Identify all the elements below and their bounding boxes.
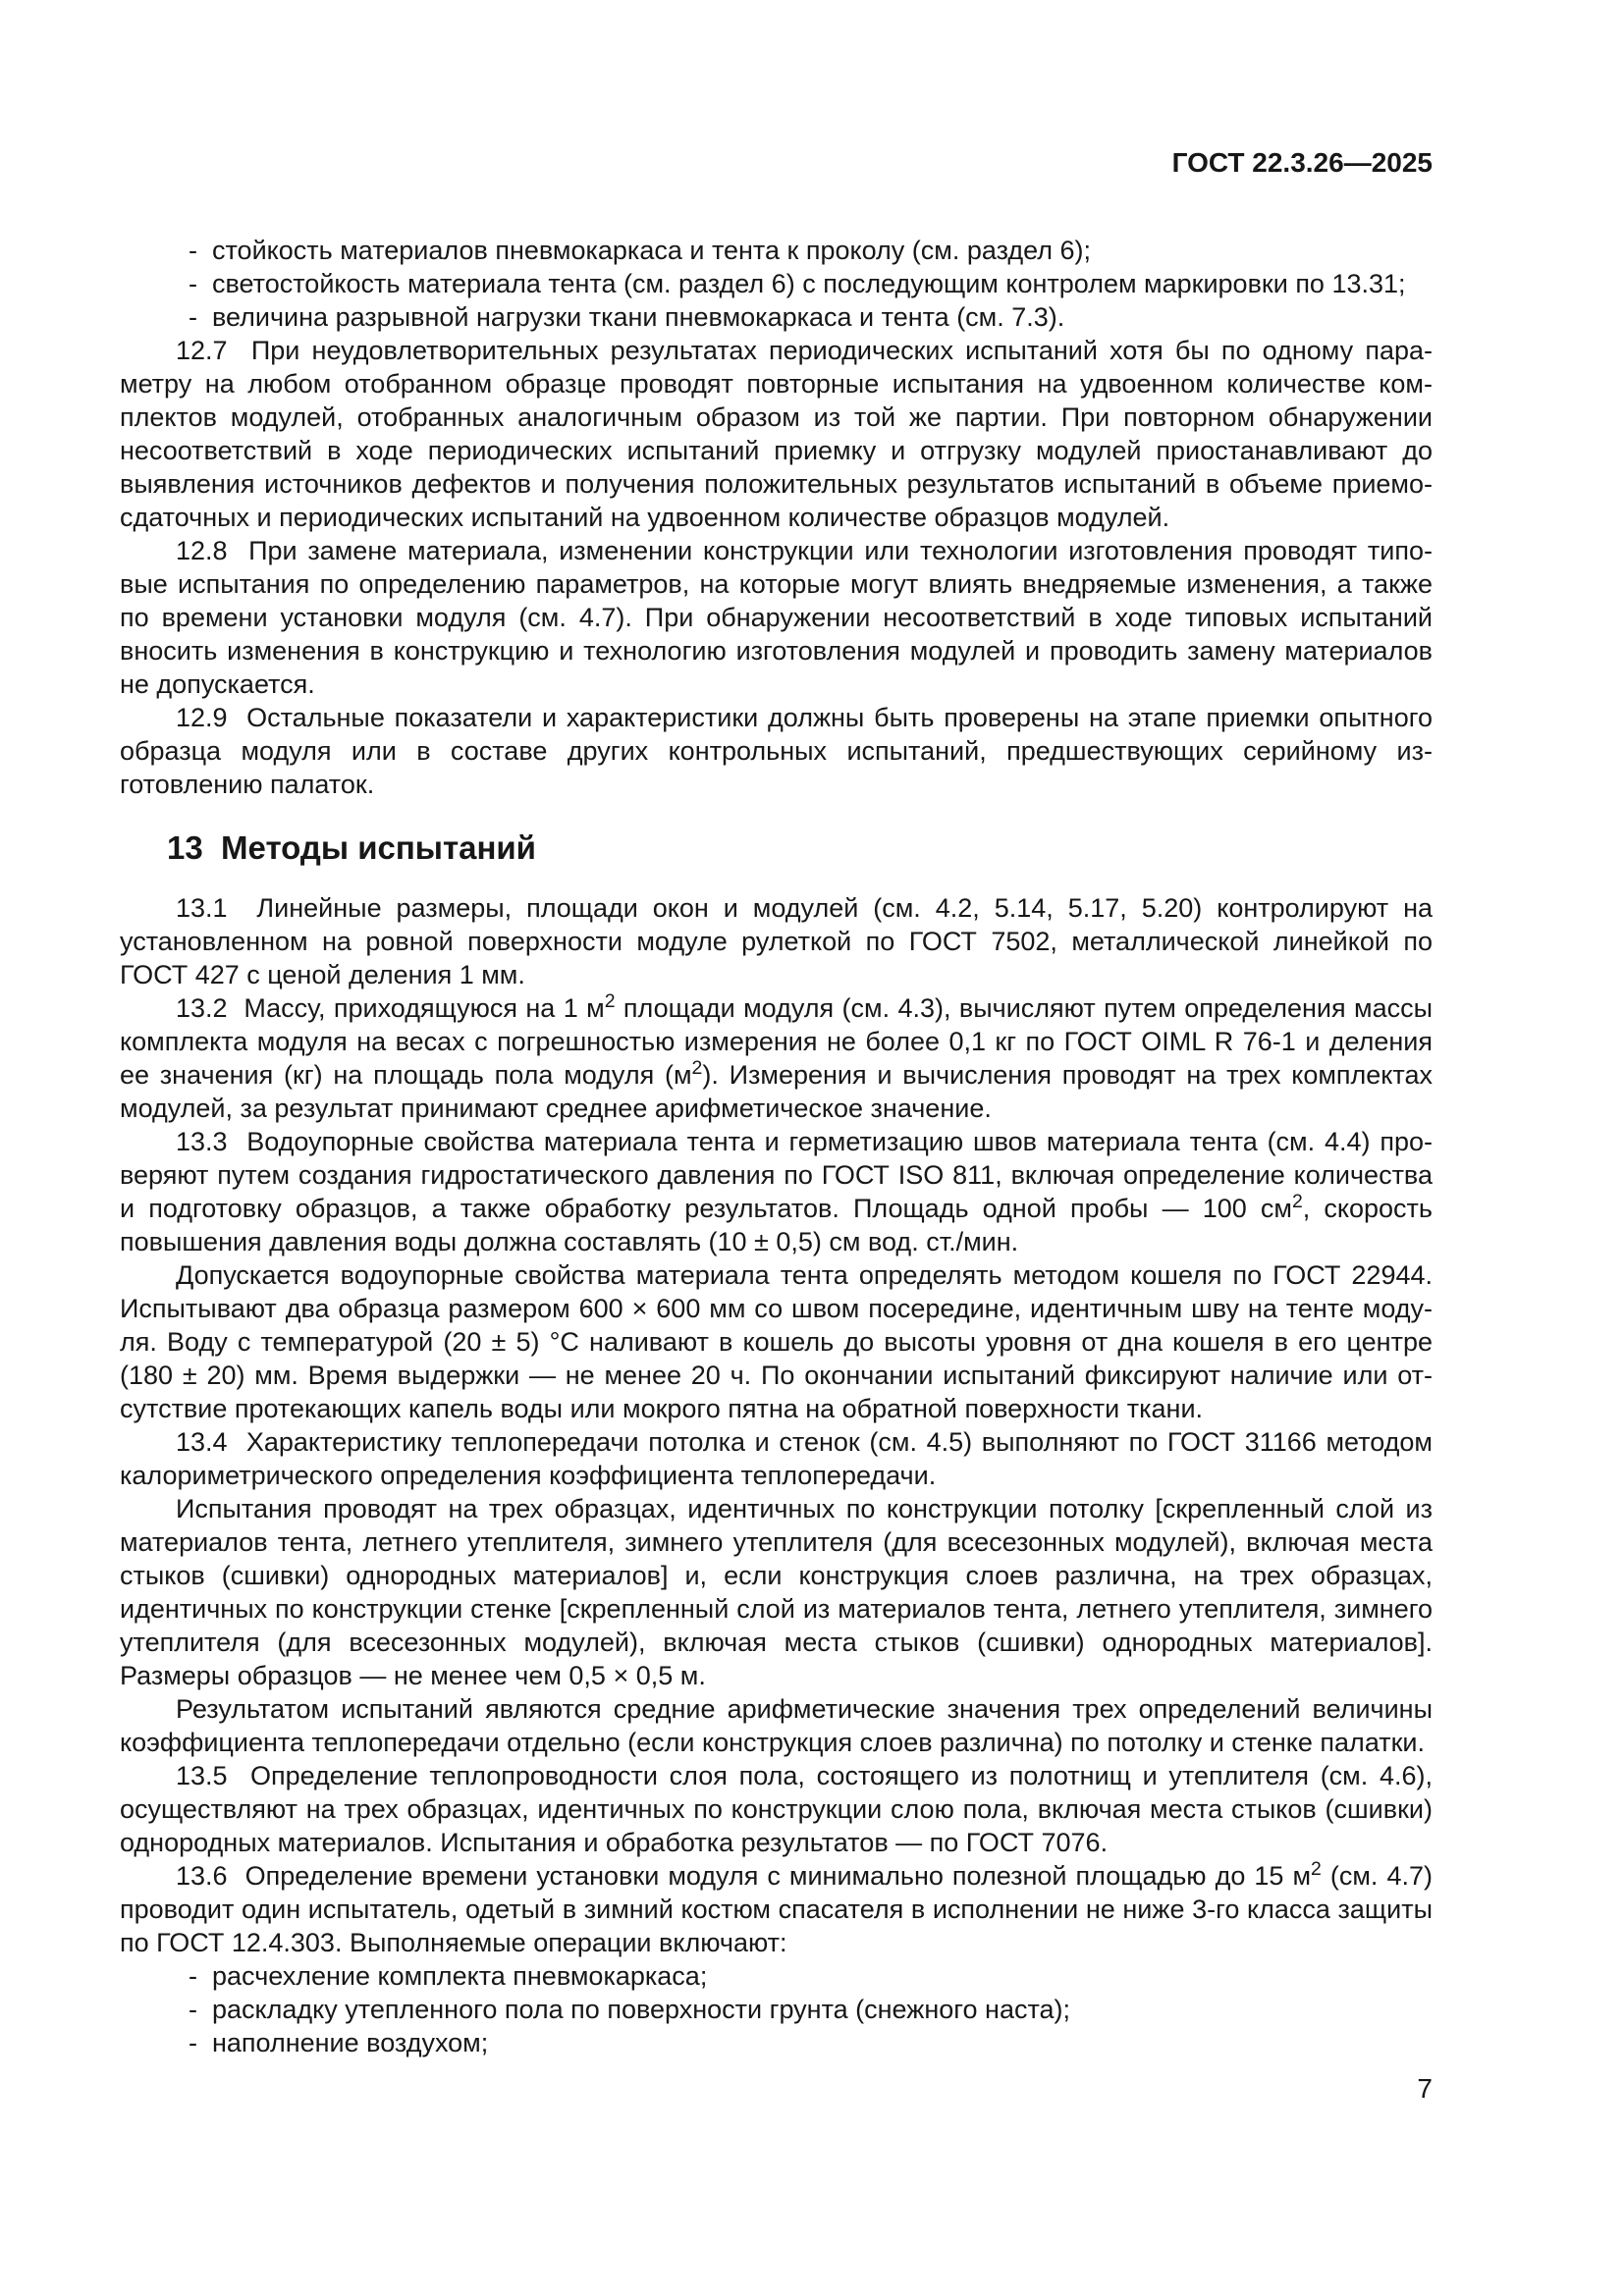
paragraph (120, 1425, 1433, 1492)
document-number: ГОСТ 22.3.26—2025 (1171, 147, 1433, 178)
text-run: Испытания проводят на трех образцах, идентичных по конструкции потолку [скрепленный слой из материалов тента, летнего утеплителя, зимнего утеплителя (для всесезонных модулей), включая места стыков (сшивки) однородных материалов] и, если конструкция слоев различна, на трех образцах, идентичных по конструкции стенке [скрепленный слой из материалов тента, летнего утеплителя, зимнего утеплителя (для всесезонных модулей), включая места стыков (сшивки) однородных материалов]. Размеры образцов — не менее чем 0,5 × 0,5 м. (120, 1494, 1433, 1690)
paragraph (120, 701, 1433, 801)
list-item (120, 2026, 1433, 2059)
paragraph (120, 1258, 1433, 1425)
text-run: 12.8 При замене материала, изменении конструкции или технологии изготовления проводят типовые испытания по определению параметров, на которые могут влиять внедряемые изменения, а также по времени установки модуля (см. 4.7). При обнаружении несоответствий в ходе типовых испытаний вносить изменения в конструкцию и технологию изготовления модулей и проводить замену материалов не допускается. (120, 536, 1433, 699)
paragraph (120, 1859, 1433, 1959)
text-run: - величина разрывной нагрузки ткани пневмокаркаса и тента (см. 7.3). (189, 302, 1065, 332)
text-run: 13.1 Линейные размеры, площади окон и модулей (см. 4.2, 5.14, 5.17, 5.20) контролируют на установленном на ровной поверхности модуле рулеткой по ГОСТ 7502, металлической линейкой по ГОСТ 427 с ценой деления 1 мм. (120, 893, 1433, 989)
text-run: - расчехление комплекта пневмокаркаса; (189, 1961, 708, 1991)
text-run: 13.6 Определение времени установки модуля с минимально полезной площадью до 15 м (176, 1861, 1312, 1891)
page-number: 7 (1417, 2073, 1433, 2104)
list-item (120, 234, 1433, 267)
paragraph (120, 1759, 1433, 1859)
document-content (120, 234, 1433, 2059)
text-run: 13.2 Массу, приходящуюся на 1 м (176, 993, 605, 1023)
paragraph (120, 891, 1433, 991)
text-run: Результатом испытаний являются средние арифметические значения трех определений величины коэффициента теплопередачи отдельно (если конструкция слоев различна) по потолку и стенке палатки. (120, 1694, 1433, 1757)
text-run: (см. 4.7) проводит один испытатель, одетый в зимний костюм спасателя в исполнении не ниже 3-го класса защиты по ГОСТ 12.4.303. Выполняемые операции включают: (120, 1861, 1433, 1957)
text-run: - стойкость материалов пневмокаркаса и тента к проколу (см. раздел 6); (189, 236, 1091, 265)
paragraph (120, 334, 1433, 534)
text-run: площади модуля (см. 4.3), вычисляют путем определения массы комплекта модуля на весах с погрешностью измерения не более 0,1 кг по ГОСТ OIML R 76-1 и деления ее значения (кг) на площадь пола модуля (м (120, 993, 1433, 1090)
text-run: - наполнение воздухом; (189, 2028, 489, 2057)
page-footer (120, 2073, 1433, 2105)
superscript: 2 (1291, 1191, 1303, 1212)
superscript: 2 (604, 990, 616, 1012)
text-run: 13.4 Характеристику теплопередачи потолка и стенок (см. 4.5) выполняют по ГОСТ 31166 методом калориметрического определения коэффициента теплопередачи. (120, 1427, 1433, 1490)
text-run: Допускается водоупорные свойства материала тента определять методом кошеля по ГОСТ 22944. Испытывают два образца размером 600 × 600 мм со швом посередине, идентичным шву на тенте модуля. Воду с температурой (20 ± 5) °С наливают в кошель до высоты уровня от дна кошеля в его центре (180 ± 20) мм. Время выдержки — не менее 20 ч. По окончании испытаний фиксируют наличие или отсутствие протекающих капель воды или мокрого пятна на обратной поверхности ткани. (120, 1260, 1433, 1423)
paragraph (120, 1692, 1433, 1759)
text-run: 13.3 Водоупорные свойства материала тента и герметизацию швов материала тента (см. 4.4) проверяют путем создания гидростатического давления по ГОСТ ISO 811, включая определение количества и подготовку образцов, а также обработку результатов. Площадь одной пробы — 100 см (120, 1127, 1433, 1223)
text-run: - раскладку утепленного пола по поверхности грунта (снежного наста); (189, 1995, 1071, 2024)
text-run: ). Измерения и вычисления проводят на трех комплектах модулей, за результат принимают среднее арифметическое значение. (120, 1060, 1433, 1123)
superscript: 2 (1311, 1858, 1322, 1880)
text-run: 12.7 При неудовлетворительных результатах периодических испытаний хотя бы по одному параметру на любом отобранном образце проводят повторные испытания на удвоенном количестве комплектов модулей, отобранных аналогичным образом из той же партии. При повторном обнаружении несоответствий в ходе периодических испытаний приемку и отгрузку модулей приостанавливают до выявления источников дефектов и получения положительных результатов испытаний в объеме приемо-сдаточных и периодических испытаний на удвоенном количестве образцов модулей. (120, 336, 1433, 532)
text-run: , скорость повышения давления воды должна составлять (10 ± 0,5) см вод. ст./мин. (120, 1194, 1433, 1256)
paragraph (120, 991, 1433, 1125)
paragraph (120, 1125, 1433, 1258)
page-header (120, 147, 1433, 179)
text-run: 13.5 Определение теплопроводности слоя пола, состоящего из полотнищ и утеплителя (см. 4.6), осуществляют на трех образцах, идентичных по конструкции слою пола, включая места стыков (сшивки) однородных материалов. Испытания и обработка результатов — по ГОСТ 7076. (120, 1761, 1433, 1857)
paragraph (120, 1492, 1433, 1692)
paragraph (120, 534, 1433, 701)
text-run: 12.9 Остальные показатели и характеристики должны быть проверены на этапе приемки опытного образца модуля или в составе других контрольных испытаний, предшествующих серийному изготовлению палаток. (120, 703, 1433, 799)
list-item (120, 300, 1433, 334)
section-heading (120, 827, 1433, 870)
text-run: 13 Методы испытаний (167, 829, 536, 866)
list-item (120, 1993, 1433, 2026)
list-item (120, 1959, 1433, 1993)
superscript: 2 (691, 1057, 703, 1079)
list-item (120, 267, 1433, 300)
text-run: - светостойкость материала тента (см. раздел 6) с последующим контролем маркировки по 13.31; (189, 269, 1406, 298)
